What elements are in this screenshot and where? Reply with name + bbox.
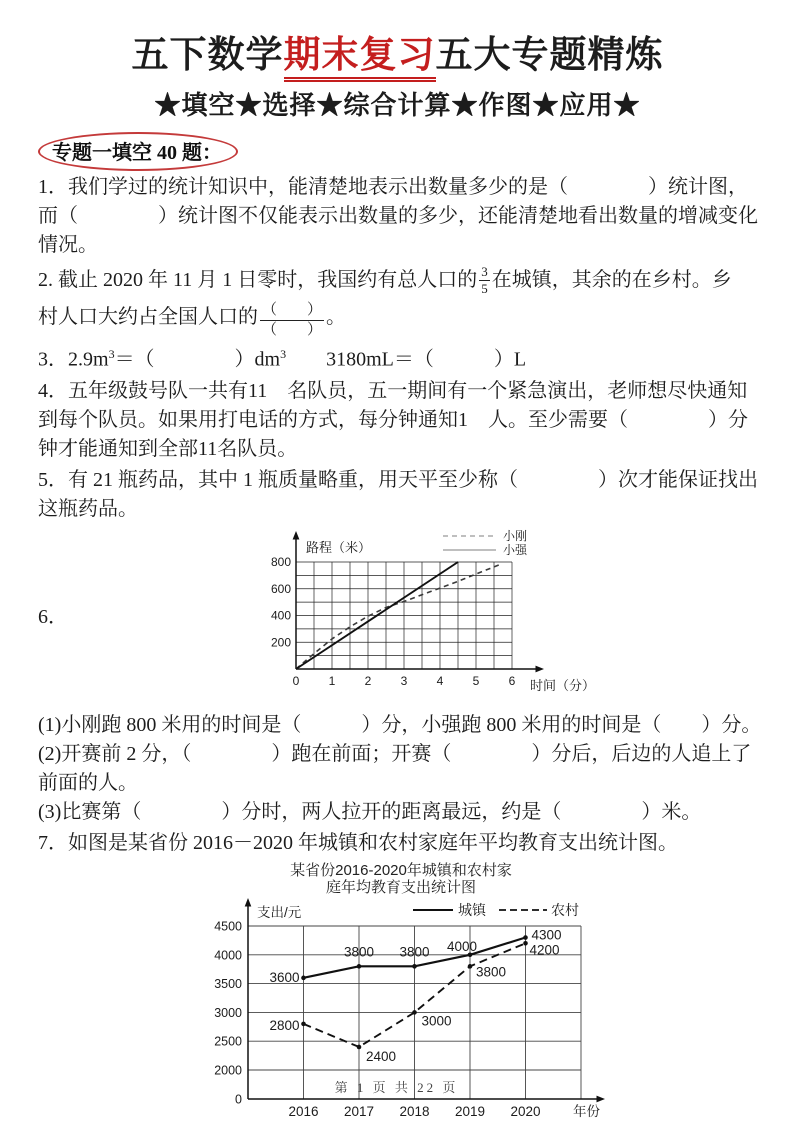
y-axis-title: 支出/元 <box>257 904 302 920</box>
y-tick-label: 800 <box>270 554 291 569</box>
x-tick-label: 5 <box>472 673 480 688</box>
question-4-line: 4．五年级鼓号队一共有11 名队员，五一期间有一个紧急演出，老师想尽快通知 <box>38 379 748 402</box>
data-point-label: 2800 <box>269 1017 300 1033</box>
question-3-text: ＝（ ）dm <box>114 348 281 371</box>
fraction-denominator: 5 <box>481 281 488 297</box>
data-point <box>523 941 528 946</box>
question-6-subquestions <box>38 711 762 827</box>
data-point-label: 3800 <box>399 943 430 959</box>
x-tick-label: 2 <box>364 673 372 688</box>
x-tick-label: 2019 <box>454 1103 486 1119</box>
y-tick-label: 400 <box>270 608 291 623</box>
page-title <box>38 32 757 80</box>
data-point-label: 3600 <box>269 969 300 985</box>
data-point-label: 4300 <box>531 927 562 943</box>
legend-label: 小刚 <box>503 528 528 543</box>
question-1 <box>38 173 757 260</box>
x-tick-label: 4 <box>436 673 444 688</box>
title-part1: 五下数学 <box>131 35 284 76</box>
data-point <box>412 1010 417 1015</box>
distance-time-chart <box>250 528 602 709</box>
blank-fraction-numerator: （ ） <box>260 302 324 321</box>
x-tick-label: 0 <box>292 673 300 688</box>
question-7 <box>38 829 757 858</box>
question-2-line <box>38 262 757 299</box>
question-2-text: 2. 截止 2020 年 11 月 1 日零时，我国约有总人口的 <box>38 269 478 291</box>
y-tick-label: 2000 <box>214 1063 242 1078</box>
question-1-line: 而（ ）统计图不仅能表示出数量的多少，还能清楚地看出数量的增减变化 <box>38 205 758 227</box>
y-tick-label: 200 <box>270 634 291 649</box>
data-point <box>301 1021 306 1026</box>
x-axis-arrow <box>597 1095 606 1102</box>
question-3-text: 3180mL＝（ ）L <box>286 348 527 371</box>
subtitle: ★填空★选择★综合计算★作图★应用★ <box>154 91 641 120</box>
question-5-line: 5．有 21 瓶药品，其中 1 瓶质量略重，用天平至少称（ ）次才能保证找出 <box>38 468 758 491</box>
question-6-subline: (1)小刚跑 800 米用的时间是（ ）分，小强跑 800 米用的时间是（ ）分。 <box>38 713 762 736</box>
x-tick-label: 2017 <box>343 1103 375 1119</box>
question-2 <box>38 262 757 338</box>
data-point <box>357 964 362 969</box>
title-part2: 五大专题精炼 <box>435 35 664 76</box>
y-tick-label: 4500 <box>214 919 242 934</box>
question-6-subline: (2)开赛前 2 分，（ ）跑在前面；开赛（ ）分后，后边的人追上了 <box>38 742 752 765</box>
y-tick-label: 3000 <box>214 1005 242 1020</box>
data-point-label: 3800 <box>476 963 507 979</box>
data-point <box>468 964 473 969</box>
y-axis-arrow <box>245 898 252 907</box>
x-axis-arrow <box>536 665 545 672</box>
question-3-text: 3．2.9m <box>38 348 109 371</box>
question-1-line: 情况。 <box>38 234 98 256</box>
question-2-text: 村人口大约占全国人口的 <box>38 306 258 328</box>
x-tick-label: 3 <box>400 673 408 688</box>
fraction-numerator: 3 <box>479 265 490 281</box>
question-6-label: 6． <box>38 605 68 628</box>
y-tick-label: 4000 <box>214 947 242 962</box>
data-point-label: 3800 <box>343 943 375 959</box>
race-line-chart <box>250 528 602 704</box>
x-tick-label: 2018 <box>399 1103 430 1119</box>
question-2-line <box>38 299 757 338</box>
data-point-label: 3000 <box>421 1013 452 1029</box>
question-1-line: 1．我们学过的统计知识中，能清楚地表示出数量多少的是（ ）统计图， <box>38 176 748 198</box>
question-3 <box>38 340 757 375</box>
data-point-label: 2400 <box>366 1048 397 1064</box>
series-小刚 <box>296 564 501 669</box>
question-6-subline: (3)比赛第（ ）分时，两人拉开的距离最远，约是（ ）米。 <box>38 800 702 823</box>
x-axis-title: 年份 <box>573 1103 600 1119</box>
x-tick-label: 2016 <box>288 1103 319 1119</box>
y-tick-label: 3500 <box>214 976 242 991</box>
page-number-footer: 第 1 页 共 22 页 <box>334 1080 459 1095</box>
question-6-subline: 前面的人。 <box>38 771 138 794</box>
question-4-line: 到每个队员。如果用打电话的方式，每分钟通知1 人。至少需要（ ）分 <box>38 408 748 431</box>
fraction-three-fifths <box>479 265 490 297</box>
y-tick-label: 0 <box>235 1092 242 1107</box>
question-4 <box>38 377 757 464</box>
chart2-title-line1: 某省份2016-2020年城镇和农村家 <box>290 861 512 879</box>
cubic-superscript: 3 <box>280 347 287 361</box>
data-point-label: 4000 <box>446 938 478 954</box>
legend-label: 小强 <box>503 542 528 557</box>
y-axis-arrow <box>293 531 300 540</box>
legend-label: 城镇 <box>458 901 486 918</box>
x-tick-label: 6 <box>508 673 516 688</box>
question-2-text: 。 <box>326 306 347 328</box>
y-tick-label: 600 <box>270 581 291 596</box>
question-5-line: 这瓶药品。 <box>38 497 138 520</box>
data-point <box>412 964 417 969</box>
x-tick-label: 2020 <box>510 1103 541 1119</box>
section-heading: 专题一填空 40 题： <box>38 132 238 171</box>
question-2-text: 在城镇，其余的在乡村。乡 <box>491 269 732 291</box>
question-4-line: 钟才能通知到全部11名队员。 <box>38 437 298 460</box>
blank-fraction-denominator: （ ） <box>262 321 323 338</box>
data-point <box>357 1044 362 1049</box>
y-tick-label: 2500 <box>214 1034 242 1049</box>
y-axis-title: 路程（米） <box>306 539 372 555</box>
cubic-superscript: 3 <box>108 347 115 361</box>
question-6 <box>38 528 757 709</box>
data-point-label: 4200 <box>529 941 560 957</box>
x-axis-title: 时间（分） <box>530 677 596 693</box>
x-tick-label: 1 <box>328 673 336 688</box>
data-point <box>523 935 528 940</box>
blank-fraction <box>260 302 324 338</box>
question-3-line <box>38 340 757 375</box>
section-heading-row <box>38 132 757 171</box>
data-point <box>301 975 306 980</box>
question-7-line: 7．如图是某省份 2016－2020 年城镇和农村家庭年平均教育支出统计图。 <box>38 831 678 854</box>
chart2-title-line2: 庭年均教育支出统计图 <box>325 878 476 896</box>
title-highlight: 期末复习 <box>284 35 436 82</box>
legend-label: 农村 <box>551 901 579 918</box>
question-5 <box>38 466 757 524</box>
